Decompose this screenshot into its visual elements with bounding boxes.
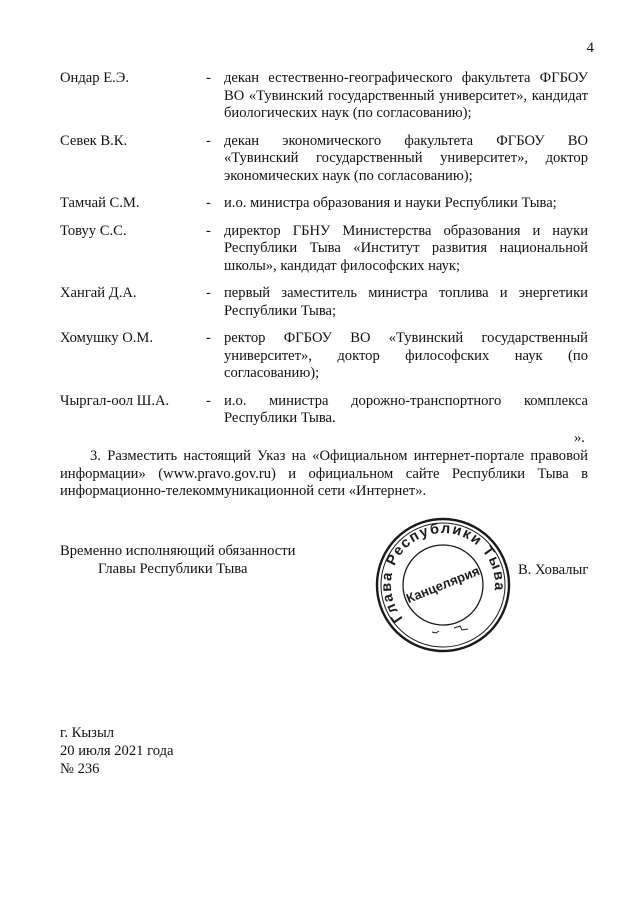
signer-title-line2: Главы Республики Тыва (98, 561, 248, 577)
chancellery-stamp (374, 516, 512, 654)
member-name: Севек В.К. (60, 132, 128, 149)
commission-member-list (60, 70, 588, 438)
footer-city: г. Кызыл (60, 725, 115, 741)
member-name: Тамчай С.М. (60, 195, 140, 211)
member-name: Хомушку О.М. (60, 330, 154, 346)
member-position: директор ГБНУ Министерства образования и науки Республики Тыва «Институт развития национальной школы», кандидат философских наук; (224, 222, 588, 274)
member-row (60, 393, 588, 428)
member-row (60, 285, 588, 320)
stamp-ring-text: Глава Республики Тыва (378, 520, 508, 626)
member-position: декан естественно-географического факультета ФГБОУ ВО «Тувинский государственный университет», кандидат биологических наук (по согласованию); (224, 70, 588, 121)
member-name: Хангай Д.А. (60, 285, 137, 301)
page-number: 4 (586, 40, 594, 56)
stamp-seal-icon (374, 516, 512, 654)
member-dash: - (206, 392, 211, 409)
member-dash: - (206, 195, 211, 211)
member-dash: - (206, 132, 211, 149)
footer-date: 20 июля 2021 года (60, 743, 174, 759)
signer-name: В. Ховалыг (518, 562, 589, 578)
stamp-center-text: Канцелярия (403, 563, 482, 607)
signer-title (60, 542, 295, 578)
member-dash: - (206, 222, 211, 239)
member-dash: - (206, 330, 211, 346)
member-dash: - (206, 70, 211, 86)
member-row (60, 330, 588, 383)
document-footer (60, 724, 173, 778)
member-name: Товуу С.С. (60, 222, 127, 239)
member-position: ректор ФГБОУ ВО «Тувинский государственный университет», доктор философских наук (по согласованию); (224, 330, 588, 381)
footer-number: № 236 (60, 761, 100, 777)
member-name: Чыргал-оол Ш.А. (60, 392, 170, 409)
member-row (60, 195, 588, 213)
member-name: Ондар Е.Э. (60, 70, 130, 86)
member-position: и.о. министра дорожно-транспортного комплекса Республики Тыва. (224, 392, 588, 426)
closing-quote: ». (574, 430, 585, 446)
member-dash: - (206, 285, 211, 301)
member-row (60, 70, 588, 123)
member-position: первый заместитель министра топлива и энергетики Республики Тыва; (224, 285, 588, 319)
member-row (60, 133, 588, 186)
member-row (60, 223, 588, 276)
signer-title-line1: Временно исполняющий обязанности (60, 543, 296, 559)
clause-3-paragraph: 3. Разместить настоящий Указ на «Официальном интернет-портале правовой информации» (www.pravo.gov.ru) и официальном сайте Республики Тыва в информационно-телекоммуникационной сети «Интернет». (60, 448, 588, 499)
member-position: декан экономического факультета ФГБОУ ВО «Тувинский государственный университет», доктор экономических наук (по согласованию); (224, 132, 588, 184)
member-position: и.о. министра образования и науки Республики Тыва; (224, 195, 557, 211)
